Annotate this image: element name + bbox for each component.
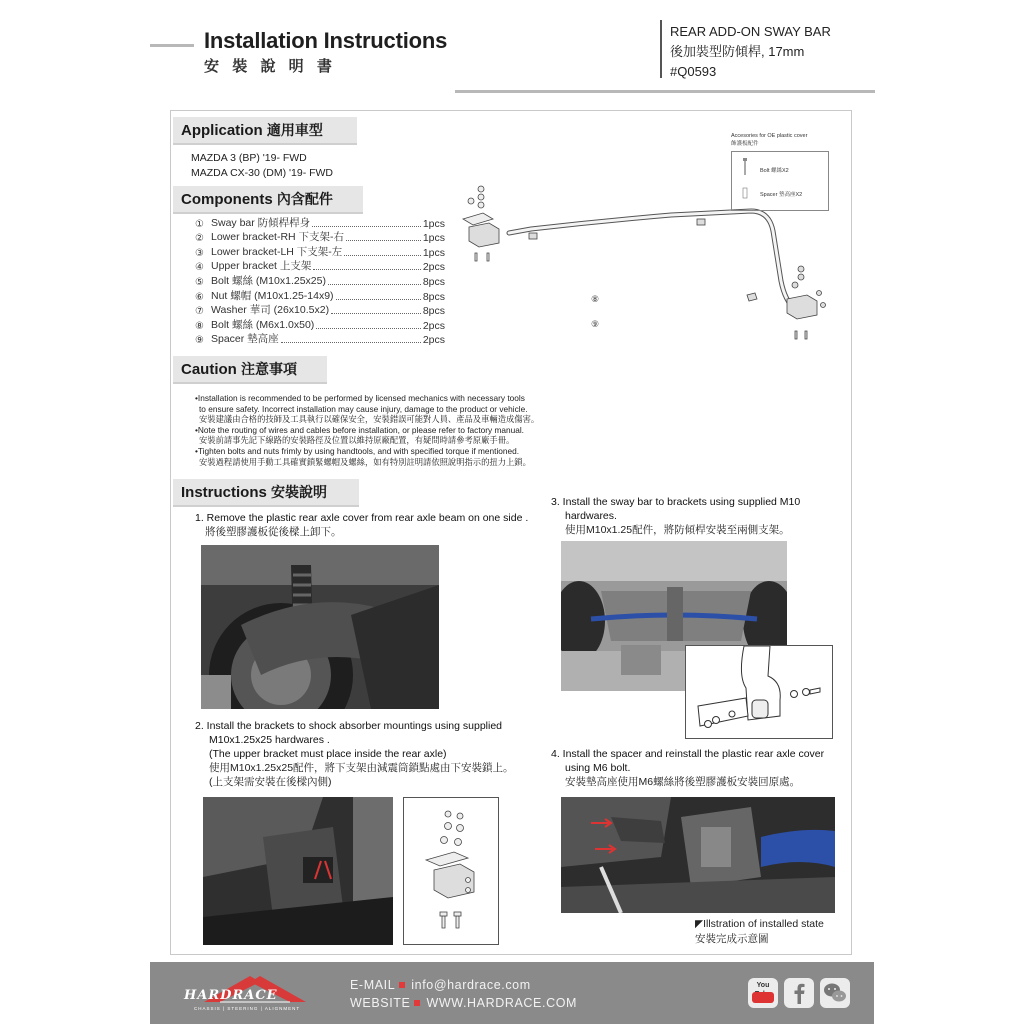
step-4: [551, 747, 824, 789]
caution-title: Caution: [181, 361, 237, 378]
component-row: [195, 332, 445, 347]
step-2-text: 2. Install the brackets to shock absorber mountings using supplied: [195, 720, 503, 732]
caution-line: to ensure safety. Incorrect installation may cause injury, damage to the product or vehicle.: [199, 403, 528, 414]
component-number: ④: [195, 262, 204, 274]
header-accent-line: [150, 44, 194, 47]
instructions-heading: [173, 479, 359, 507]
component-qty: 2pcs: [422, 261, 445, 274]
instructions-title: Instructions: [181, 484, 267, 501]
components-heading: [173, 186, 363, 214]
component-qty: 8pcs: [422, 275, 445, 288]
caution-line: 安裝過程請使用手動工具確實鎖緊螺帽及螺絲，如有特別註明請依照說明指示的扭力上鎖。: [199, 456, 531, 467]
accessory-bolt: Bolt 螺絲X2: [760, 168, 789, 174]
step-4-text: 4. Install the spacer and reinstall the plastic rear axle cover: [551, 748, 825, 760]
step-1: [195, 511, 528, 539]
step-3-text-2: hardwares.: [565, 510, 617, 522]
accessories-title-zh: 飾護板配件: [731, 141, 759, 147]
caution-title-zh: 注意事項: [241, 362, 297, 378]
email-label: E-MAIL: [350, 978, 396, 992]
caution-text: [195, 393, 565, 467]
component-name: Lower bracket-LH 下支架-左: [211, 245, 343, 258]
step-3: [551, 495, 800, 537]
component-row: [195, 273, 445, 288]
accessories-frame: [731, 151, 829, 211]
website-row: [350, 994, 577, 1012]
wechat-icon[interactable]: [820, 978, 850, 1008]
caution-line: 安裝建議由合格的技師及工具執行以確保安全，安裝錯誤可能對人員、產品及車輛造成傷害。: [199, 414, 540, 425]
step-2-diagram: [403, 797, 499, 945]
caution-line: •Note the routing of wires and cables before installation, or please refer to factory manual.: [195, 424, 524, 435]
instructions-title-zh: 安裝說明: [271, 485, 328, 501]
logo-tagline: CHASSIS | STEERING | ALIGNMENT: [194, 1006, 301, 1011]
component-row: [195, 317, 445, 332]
component-number: ⑥: [195, 291, 204, 303]
component-name: Upper bracket 上支架: [211, 260, 312, 273]
component-name: Bolt 螺絲 (M6x1.0x50): [211, 318, 315, 331]
product-code: #Q0593: [670, 64, 717, 79]
illustration-note-text: ◤Illstration of installed state: [695, 918, 824, 930]
product-name: REAR ADD-ON SWAY BAR: [670, 24, 831, 39]
email-link[interactable]: info@hardrace.com: [411, 978, 531, 992]
page-subtitle: 安 裝 說 明 書: [204, 57, 336, 75]
axle-cover-reinstall-photo: [561, 797, 835, 913]
shock-mount-photo: [203, 797, 393, 945]
step-4-photo: [561, 797, 835, 913]
component-name: Washer 華司 (26x10.5x2): [211, 304, 330, 317]
website-link[interactable]: WWW.HARDRACE.COM: [426, 996, 578, 1010]
header-bottom-line: [455, 90, 875, 93]
product-name-zh: 後加裝型防傾桿, 17mm: [670, 44, 805, 59]
component-qty: 1pcs: [422, 217, 445, 230]
logo-text: HARDRACE: [184, 988, 278, 1003]
component-qty: 1pcs: [422, 246, 445, 259]
caution-line: •Installation is recommended to be performed by licensed mechanics with necessary tools: [195, 393, 525, 403]
accessory-spacer: Spacer 墊高座X2: [760, 192, 803, 198]
youtube-icon-label: You: [756, 982, 770, 989]
accessories-title: Accesories for OE plastic cover: [731, 133, 808, 139]
component-name: Bolt 螺絲 (M10x1.25x25): [211, 274, 326, 287]
component-qty: 2pcs: [422, 334, 445, 347]
step-1-text: 1. Remove the plastic rear axle cover from rear axle beam on one side .: [195, 512, 529, 524]
components-title-zh: 內含配件: [276, 192, 333, 208]
component-number: ⑦: [195, 306, 204, 318]
component-row: [195, 244, 445, 259]
component-number: ①: [195, 218, 204, 230]
vehicle-list: [191, 151, 333, 181]
step-3-text: 3. Install the sway bar to brackets using supplied M10: [551, 496, 801, 508]
contact-info: [350, 976, 577, 1012]
facebook-glyph: [784, 978, 814, 1008]
wechat-glyph: [820, 978, 850, 1008]
application-title-zh: 適用車型: [266, 123, 323, 139]
components-list: [195, 215, 445, 346]
caution-line: •Tighten bolts and nuts frimly by using handtools, and with specified torque if mentioned.: [195, 445, 520, 456]
illustration-note: [695, 917, 824, 947]
component-qty: 1pcs: [422, 232, 445, 245]
component-row: [195, 230, 445, 245]
component-number: ⑧: [195, 320, 204, 332]
diagram-label-8: ⑧: [591, 294, 600, 304]
component-number: ⑨: [195, 335, 204, 347]
website-label: WEBSITE: [350, 996, 411, 1010]
step-1-photo: [201, 545, 439, 709]
bolt-and-spacer-icon: [740, 158, 750, 204]
component-row: [195, 259, 445, 274]
header-divider: [660, 20, 662, 78]
component-number: ③: [195, 247, 204, 259]
component-row: [195, 288, 445, 303]
accessories-box: [731, 133, 829, 213]
step-1-text-zh: 將後塑膠護板從後樑上卸下。: [205, 526, 342, 538]
step-3-diagram: [685, 645, 833, 739]
vehicle-item: MAZDA CX-30 (DM) '19- FWD: [191, 167, 334, 179]
step-2-photo: [203, 797, 393, 945]
step-2-note: (The upper bracket must place inside the rear axle): [209, 748, 447, 760]
component-qty: 8pcs: [422, 290, 445, 303]
component-number: ⑤: [195, 276, 204, 288]
component-qty: 2pcs: [422, 319, 445, 332]
footer: [150, 962, 874, 1024]
illustration-note-text-zh: 安裝完成示意圖: [695, 933, 769, 945]
bracket-mount-diagram: [686, 646, 832, 738]
caution-heading: [173, 356, 327, 384]
step-3-text-zh: 使用M10x1.25配件，將防傾桿安裝至兩側支架。: [565, 524, 790, 536]
rear-axle-photo: [201, 545, 439, 709]
caution-line: 安裝前請事先記下線路的安裝路徑及位置以維持原廠配置，有疑問時請參考原廠手冊。: [199, 435, 515, 446]
step-4-text-2: using M6 bolt.: [565, 762, 631, 774]
component-number: ②: [195, 233, 204, 245]
application-title: Application: [181, 122, 263, 139]
component-row: [195, 215, 445, 230]
application-heading: [173, 117, 357, 145]
hardrace-logo: [180, 972, 320, 1016]
email-row: [350, 976, 577, 994]
vehicle-item: MAZDA 3 (BP) '19- FWD: [191, 152, 307, 164]
component-qty: 8pcs: [422, 305, 445, 318]
step-4-text-zh: 安裝墊高座使用M6螺絲將後塑膠護板安裝回原處。: [565, 776, 801, 788]
step-2: [195, 719, 514, 789]
product-info: [670, 22, 831, 82]
component-name: Spacer 墊高座: [211, 333, 279, 346]
diagram-label-9: ⑨: [591, 319, 600, 329]
component-name: Nut 螺帽 (M10x1.25-14x9): [211, 289, 334, 302]
page-title: Installation Instructions: [204, 28, 448, 53]
component-row: [195, 303, 445, 318]
facebook-icon[interactable]: [784, 978, 814, 1008]
instruction-sheet: [170, 110, 852, 955]
step-2-text-zh: 使用M10x1.25x25配件，將下支架由減震筒鎖點處由下安裝鎖上。: [209, 762, 514, 774]
bracket-exploded-diagram: [404, 798, 498, 944]
component-name: Lower bracket-RH 下支架-右: [211, 231, 345, 244]
step-2-note-zh: (上支架需安裝在後樑內側): [209, 776, 332, 788]
step-2-text-2: M10x1.25x25 hardwares .: [209, 734, 330, 746]
component-name: Sway bar 防傾桿桿身: [211, 216, 311, 229]
youtube-icon[interactable]: [748, 978, 778, 1008]
components-title: Components: [181, 191, 273, 208]
